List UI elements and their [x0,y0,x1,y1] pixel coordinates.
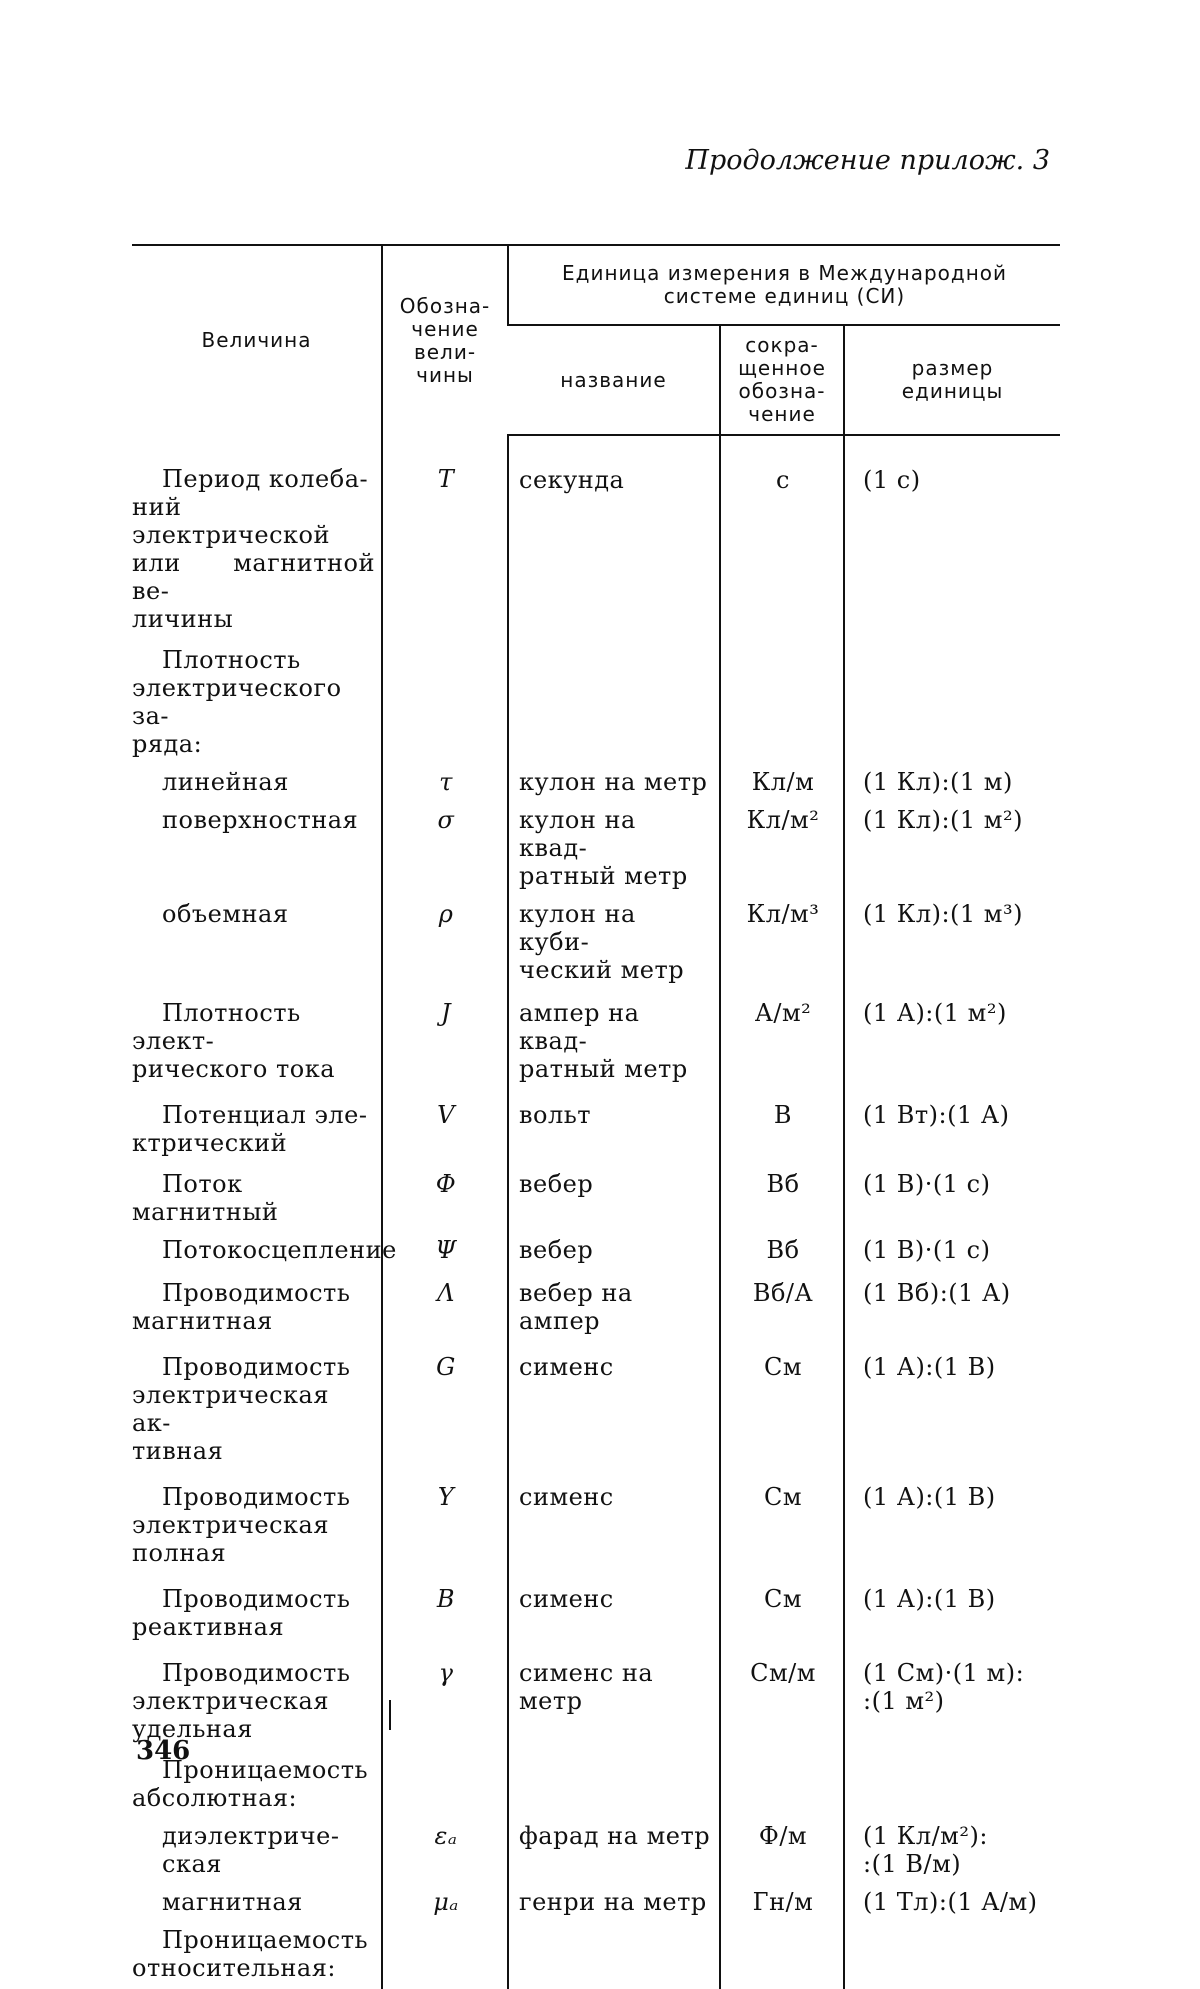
quantity-cell: Проводимость электрическая ак- тивная [132,1353,351,1465]
unit-dimension-cell: (1 Кл/м²): :(1 В/м) [844,1819,1060,1885]
quantity-cell: Поток магнитный [132,1170,279,1226]
table-row [132,1093,1060,1167]
quantity-cell: Проницаемость относительная: [132,1926,369,1982]
unit-abbr-cell: Вб/А [720,1271,844,1345]
unit-dimension-cell: (1 Кл):(1 м) [844,765,1060,803]
unit-abbr-cell: В [720,1093,844,1167]
unit-abbr-cell: Кл/м [720,765,844,803]
unit-name-cell: кулон на метр [508,765,720,803]
unit-dimension-cell: (1 В)·(1 с) [844,1233,1060,1271]
unit-dimension-cell: (1 Вт):(1 А) [844,1093,1060,1167]
unit-dimension-cell: (1 Кл):(1 м³) [844,897,1060,991]
symbol-cell [382,643,508,765]
table-row [132,1475,1060,1577]
symbol-cell: V [382,1093,508,1167]
table-row [132,803,1060,897]
unit-abbr-cell: См [720,1475,844,1577]
unit-name-cell: сименс [508,1345,720,1475]
quantity-cell: Плотность электрического за- ряда: [132,646,342,758]
symbol-cell [382,1923,508,1989]
symbol-cell: ρ [382,897,508,991]
unit-name-cell: фарад на метр [508,1819,720,1885]
unit-abbr-cell: Ф/м [720,1819,844,1885]
unit-abbr-cell: Вб [720,1167,844,1233]
unit-dimension-cell [844,1753,1060,1819]
unit-name-cell [508,1923,720,1989]
unit-name-cell: сименс [508,1577,720,1651]
symbol-cell: εₐ [382,1819,508,1885]
table-row [132,1345,1060,1475]
header-unit-dimension: размер единицы [844,325,1060,435]
unit-abbr-cell: Кл/м³ [720,897,844,991]
symbol-cell: T [382,435,508,643]
table-row [132,991,1060,1093]
quantity-cell: Период колеба- ний электрической или магнитной ве- личины [132,465,375,633]
unit-dimension-cell: (1 А):(1 м²) [844,991,1060,1093]
unit-dimension-cell: (1 с) [844,435,1060,643]
unit-abbr-cell: См [720,1577,844,1651]
table-row [132,1577,1060,1651]
unit-name-cell [508,643,720,765]
symbol-cell: Y [382,1475,508,1577]
unit-name-cell: кулон на квад- ратный метр [508,803,720,897]
unit-name-cell: вебер [508,1233,720,1271]
unit-abbr-cell [720,643,844,765]
header-unit-abbr: сокра- щенное обозна- чение [720,325,844,435]
table-tail-rule [389,1700,391,1730]
unit-dimension-cell [844,1923,1060,1989]
unit-name-cell: вольт [508,1093,720,1167]
unit-abbr-cell [720,1923,844,1989]
symbol-cell: τ [382,765,508,803]
quantity-cell: Проводимость электрическая полная [132,1483,351,1567]
unit-dimension-cell [844,643,1060,765]
table-row [132,1819,1060,1885]
table-row [132,1923,1060,1989]
symbol-cell: Ф [382,1167,508,1233]
table-row [132,765,1060,803]
unit-abbr-cell: с [720,435,844,643]
table-row [132,1167,1060,1233]
unit-dimension-cell: (1 Вб):(1 А) [844,1271,1060,1345]
table-row [132,897,1060,991]
quantity-cell: Проницаемость абсолютная: [132,1756,369,1812]
unit-abbr-cell: Гн/м [720,1885,844,1923]
unit-dimension-cell: (1 А):(1 В) [844,1475,1060,1577]
symbol-cell: G [382,1345,508,1475]
table-row [132,1271,1060,1345]
unit-abbr-cell [720,1753,844,1819]
unit-dimension-cell: (1 А):(1 В) [844,1577,1060,1651]
unit-name-cell: генри на метр [508,1885,720,1923]
symbol-cell: B [382,1577,508,1651]
quantity-cell: Плотность элект- рического тока [132,999,336,1083]
table-row [132,1651,1060,1753]
unit-dimension-cell: (1 Тл):(1 А/м) [844,1885,1060,1923]
header-unit-name: название [508,325,720,435]
unit-abbr-cell: См/м [720,1651,844,1753]
units-table [132,244,1060,1989]
unit-abbr-cell: Кл/м² [720,803,844,897]
header-quantity: Величина [132,245,382,435]
unit-dimension-cell: (1 См)·(1 м): :(1 м²) [844,1651,1060,1753]
symbol-cell [382,1753,508,1819]
quantity-cell: поверхностная [162,806,359,834]
quantity-cell: Проводимость магнитная [132,1279,351,1335]
table-row [132,643,1060,765]
table-row [132,1753,1060,1819]
unit-name-cell: секунда [508,435,720,643]
unit-dimension-cell: (1 В)·(1 с) [844,1167,1060,1233]
symbol-cell: J [382,991,508,1093]
unit-abbr-cell: Вб [720,1233,844,1271]
table-row [132,1885,1060,1923]
quantity-cell: Проводимость электрическая удельная [132,1659,351,1743]
unit-name-cell: ампер на квад- ратный метр [508,991,720,1093]
header-si-unit-group: Единица измерения в Международной системе единиц (СИ) [508,245,1060,325]
symbol-cell: Ψ [382,1233,508,1271]
table-body [132,435,1060,1989]
header-symbol: Обозна- чение вели- чины [382,245,508,435]
table-row [132,435,1060,643]
quantity-cell: Потокосцепление [162,1236,397,1264]
page-number: 346 [136,1736,191,1766]
symbol-cell: γ [382,1651,508,1753]
unit-abbr-cell: См [720,1345,844,1475]
symbol-cell: σ [382,803,508,897]
unit-name-cell [508,1753,720,1819]
unit-dimension-cell: (1 Кл):(1 м²) [844,803,1060,897]
quantity-cell: диэлектриче- ская [162,1822,340,1878]
quantity-cell: линейная [162,768,289,796]
unit-name-cell: вебер на ампер [508,1271,720,1345]
unit-name-cell: кулон на куби- ческий метр [508,897,720,991]
quantity-cell: Проводимость реактивная [132,1585,351,1641]
unit-name-cell: сименс на метр [508,1651,720,1753]
table-row [132,1233,1060,1271]
symbol-cell: μₐ [382,1885,508,1923]
quantity-cell: магнитная [162,1888,303,1916]
unit-name-cell: сименс [508,1475,720,1577]
quantity-cell: объемная [162,900,289,928]
unit-dimension-cell: (1 А):(1 В) [844,1345,1060,1475]
continuation-note: Продолжение прилож. 3 [685,145,1050,176]
quantity-cell: Потенциал эле- ктрический [132,1101,368,1157]
symbol-cell: Λ [382,1271,508,1345]
unit-abbr-cell: А/м² [720,991,844,1093]
unit-name-cell: вебер [508,1167,720,1233]
